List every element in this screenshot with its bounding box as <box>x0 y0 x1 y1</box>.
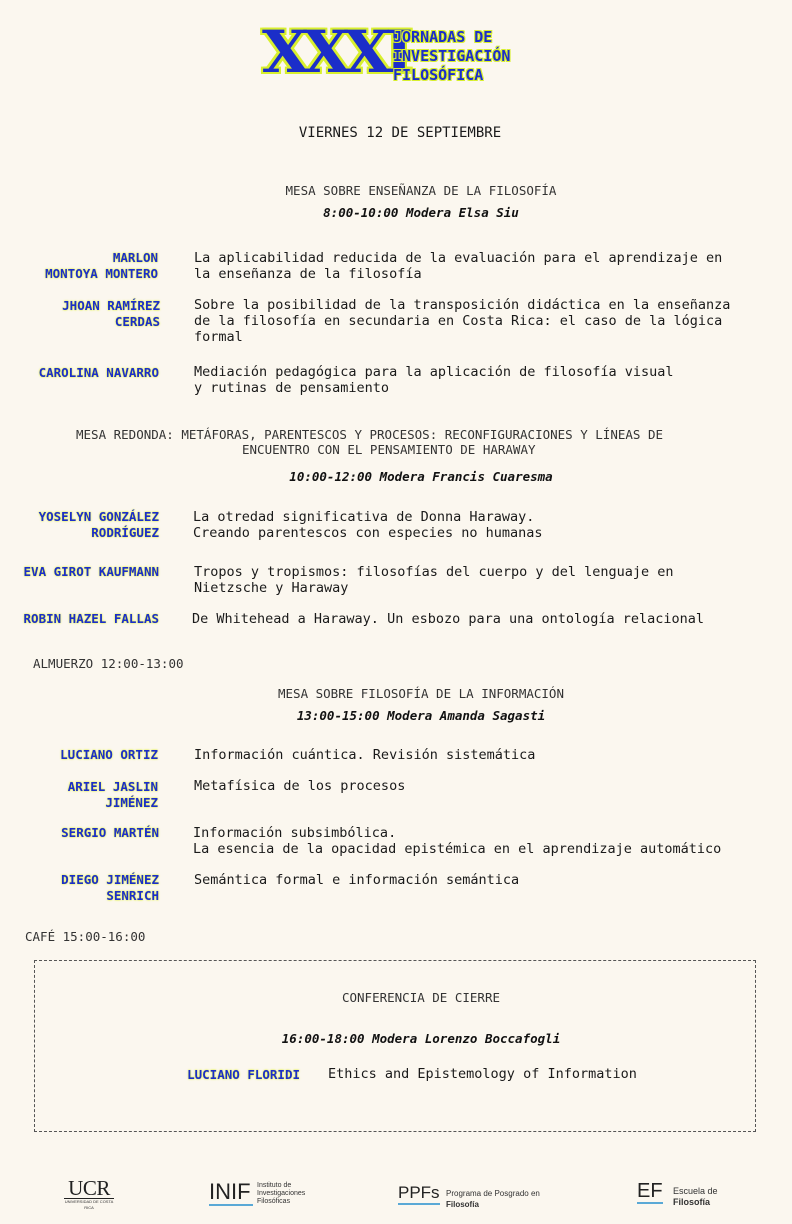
speaker-name: ARIEL JASLIN JIMÉNEZ <box>67 779 158 810</box>
day-heading: VIERNES 12 DE SEPTIEMBRE <box>298 125 502 141</box>
ef-sub-line: Escuela de <box>673 1186 718 1196</box>
speaker-name: LUCIANO ORTIZ <box>60 747 158 762</box>
speaker-name: JHOAN RAMÍREZ CERDAS <box>62 298 160 329</box>
coffee-break: CAFÉ 15:00-16:00 <box>25 929 146 944</box>
ucr-logo-sub: UNIVERSIDAD DE COSTA RICA <box>64 1199 114 1210</box>
inif-sub-line: Filosóficas <box>257 1198 291 1205</box>
closing-talk-title: Ethics and Epistemology of Information <box>328 1066 637 1082</box>
event-logo-line-2: INVESTIGACIÓN <box>393 47 511 65</box>
ucr-logo <box>64 1178 114 1211</box>
session-2-time: 10:00-12:00 Modera Francis Cuaresma <box>289 469 553 484</box>
talk-title: Mediación pedagógica para la aplicación de filosofía visual y rutinas de pensamiento <box>194 364 674 396</box>
session-1-title: MESA SOBRE ENSEÑANZA DE LA FILOSOFÍA <box>285 183 557 198</box>
talk-title: La otredad significativa de Donna Haraway. Creando parentescos con especies no humanas <box>193 509 543 541</box>
session-2-title-line-2: ENCUENTRO CON EL PENSAMIENTO DE HARAWAY <box>242 442 536 457</box>
ucr-logo-abbr: UCR <box>64 1178 114 1199</box>
closing-speaker: LUCIANO FLORIDI <box>187 1067 300 1082</box>
talk-title: Metafísica de los procesos <box>194 778 406 794</box>
inif-logo-sub <box>257 1182 305 1206</box>
ppfs-logo-sub <box>446 1189 540 1209</box>
talk-title: Sobre la posibilidad de la transposición didáctica en la enseñanza de la filosofía en secundaria en Costa Rica: el caso de la lógica formal <box>194 297 731 345</box>
talk-title: Tropos y tropismos: filosofías del cuerpo y del lenguaje en Nietzsche y Haraway <box>194 564 674 596</box>
session-2-title-line-1: MESA REDONDA: METÁFORAS, PARENTESCOS Y PROCESOS: RECONFIGURACIONES Y LÍNEAS DE <box>76 427 663 442</box>
speaker-name: YOSELYN GONZÁLEZ RODRÍGUEZ <box>38 509 159 540</box>
closing-conference-box <box>34 960 756 1132</box>
ef-logo <box>637 1180 663 1204</box>
lunch-break: ALMUERZO 12:00-13:00 <box>33 656 184 671</box>
talk-title: Semántica formal e información semántica <box>194 872 520 888</box>
talk-title: Información subsimbólica. La esencia de la opacidad epistémica en el aprendizaje automático <box>193 825 722 857</box>
ef-logo-abbr: EF <box>637 1180 663 1202</box>
speaker-name: MARLON MONTOYA MONTERO <box>45 250 158 281</box>
inif-sub-line: Investigaciones <box>257 1190 306 1197</box>
speaker-name: SERGIO MARTÉN <box>61 825 159 840</box>
session-3-title: MESA SOBRE FILOSOFÍA DE LA INFORMACIÓN <box>278 686 564 701</box>
inif-logo <box>209 1180 253 1206</box>
speaker-name: EVA GIROT KAUFMANN <box>23 564 159 579</box>
ppfs-logo <box>398 1183 440 1205</box>
speaker-name: ROBIN HAZEL FALLAS <box>23 611 159 626</box>
ef-logo-sub <box>673 1186 718 1208</box>
session-1-time: 8:00-10:00 Modera Elsa Siu <box>323 205 519 220</box>
event-logo-line-1: JORNADAS DE <box>393 28 493 46</box>
inif-logo-abbr: INIF <box>209 1179 251 1204</box>
ppfs-sub-line: Filosofía <box>446 1200 479 1209</box>
ef-sub-line: Filosofía <box>673 1197 711 1207</box>
ppfs-sub-line: Programa de Posgrado en <box>446 1189 540 1198</box>
session-3-time: 13:00-15:00 Modera Amanda Sagasti <box>296 708 546 723</box>
ppfs-logo-abbr: PPFs <box>398 1183 440 1205</box>
talk-title: De Whitehead a Haraway. Un esbozo para una ontología relacional <box>192 611 705 627</box>
speaker-name: CAROLINA NAVARRO <box>38 365 159 380</box>
speaker-name: DIEGO JIMÉNEZ SENRICH <box>61 872 159 903</box>
event-logo-numeral: XXXI <box>262 18 408 86</box>
event-logo-line-3: FILOSÓFICA <box>393 66 484 84</box>
inif-sub-line: Instituto de <box>257 1182 292 1189</box>
closing-title: CONFERENCIA DE CIERRE <box>341 990 501 1005</box>
closing-time: 16:00-18:00 Modera Lorenzo Boccafogli <box>281 1031 561 1046</box>
talk-title: Información cuántica. Revisión sistemática <box>194 747 536 763</box>
talk-title: La aplicabilidad reducida de la evaluación para el aprendizaje en la enseñanza de la filosofía <box>194 250 723 282</box>
